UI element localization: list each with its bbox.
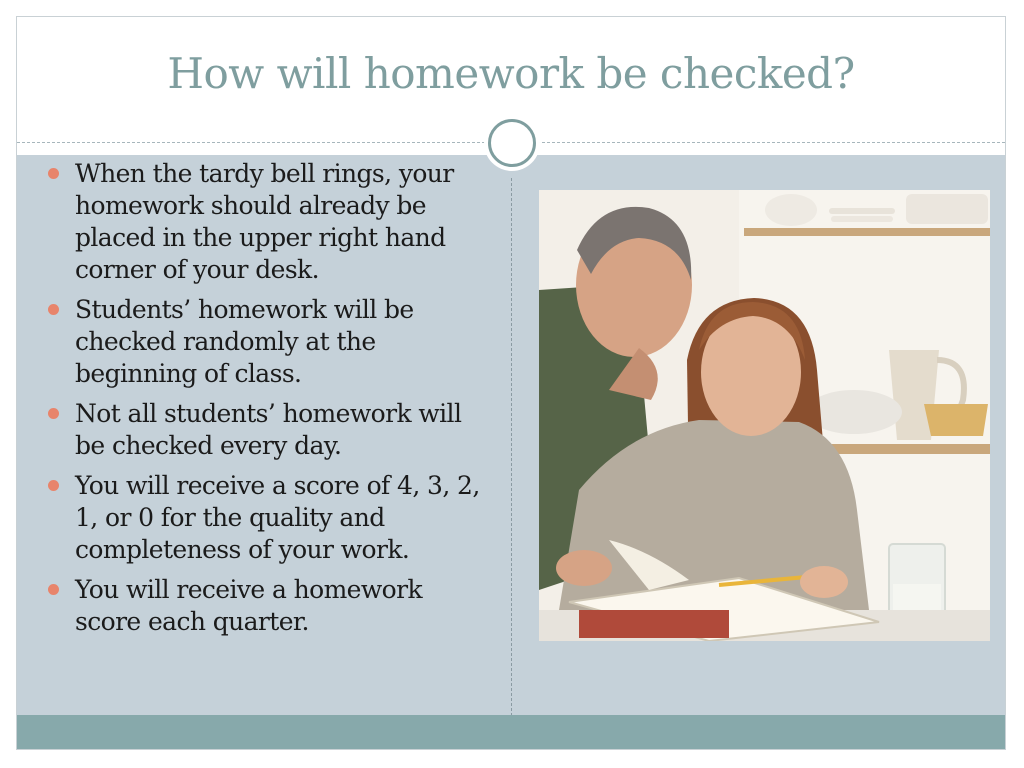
list-item (44, 574, 484, 638)
photo-illustration (539, 190, 990, 641)
list-item (44, 470, 484, 566)
bullet-dot-icon (48, 480, 59, 491)
bullet-text: You will receive a homework score each quarter. (75, 575, 423, 636)
footer-band (17, 715, 1005, 749)
ring-icon (484, 115, 540, 171)
bullet-dot-icon (48, 408, 59, 419)
list-item (44, 294, 484, 390)
bullet-dot-icon (48, 584, 59, 595)
bullet-text: Not all students’ homework will be checked every day. (75, 399, 462, 460)
bullet-list (44, 158, 484, 646)
column-divider (511, 178, 512, 716)
list-item (44, 158, 484, 286)
bullet-text: You will receive a score of 4, 3, 2, 1, or 0 for the quality and completeness of your work. (75, 471, 480, 564)
teacher-student-photo (539, 190, 990, 641)
bullet-text: Students’ homework will be checked randomly at the beginning of class. (75, 295, 414, 388)
bullet-dot-icon (48, 304, 59, 315)
list-item (44, 398, 484, 462)
bullet-text: When the tardy bell rings, your homework should already be placed in the upper right hand corner of your desk. (75, 159, 454, 284)
slide-title: How will homework be checked? (167, 49, 855, 98)
bullet-dot-icon (48, 168, 59, 179)
